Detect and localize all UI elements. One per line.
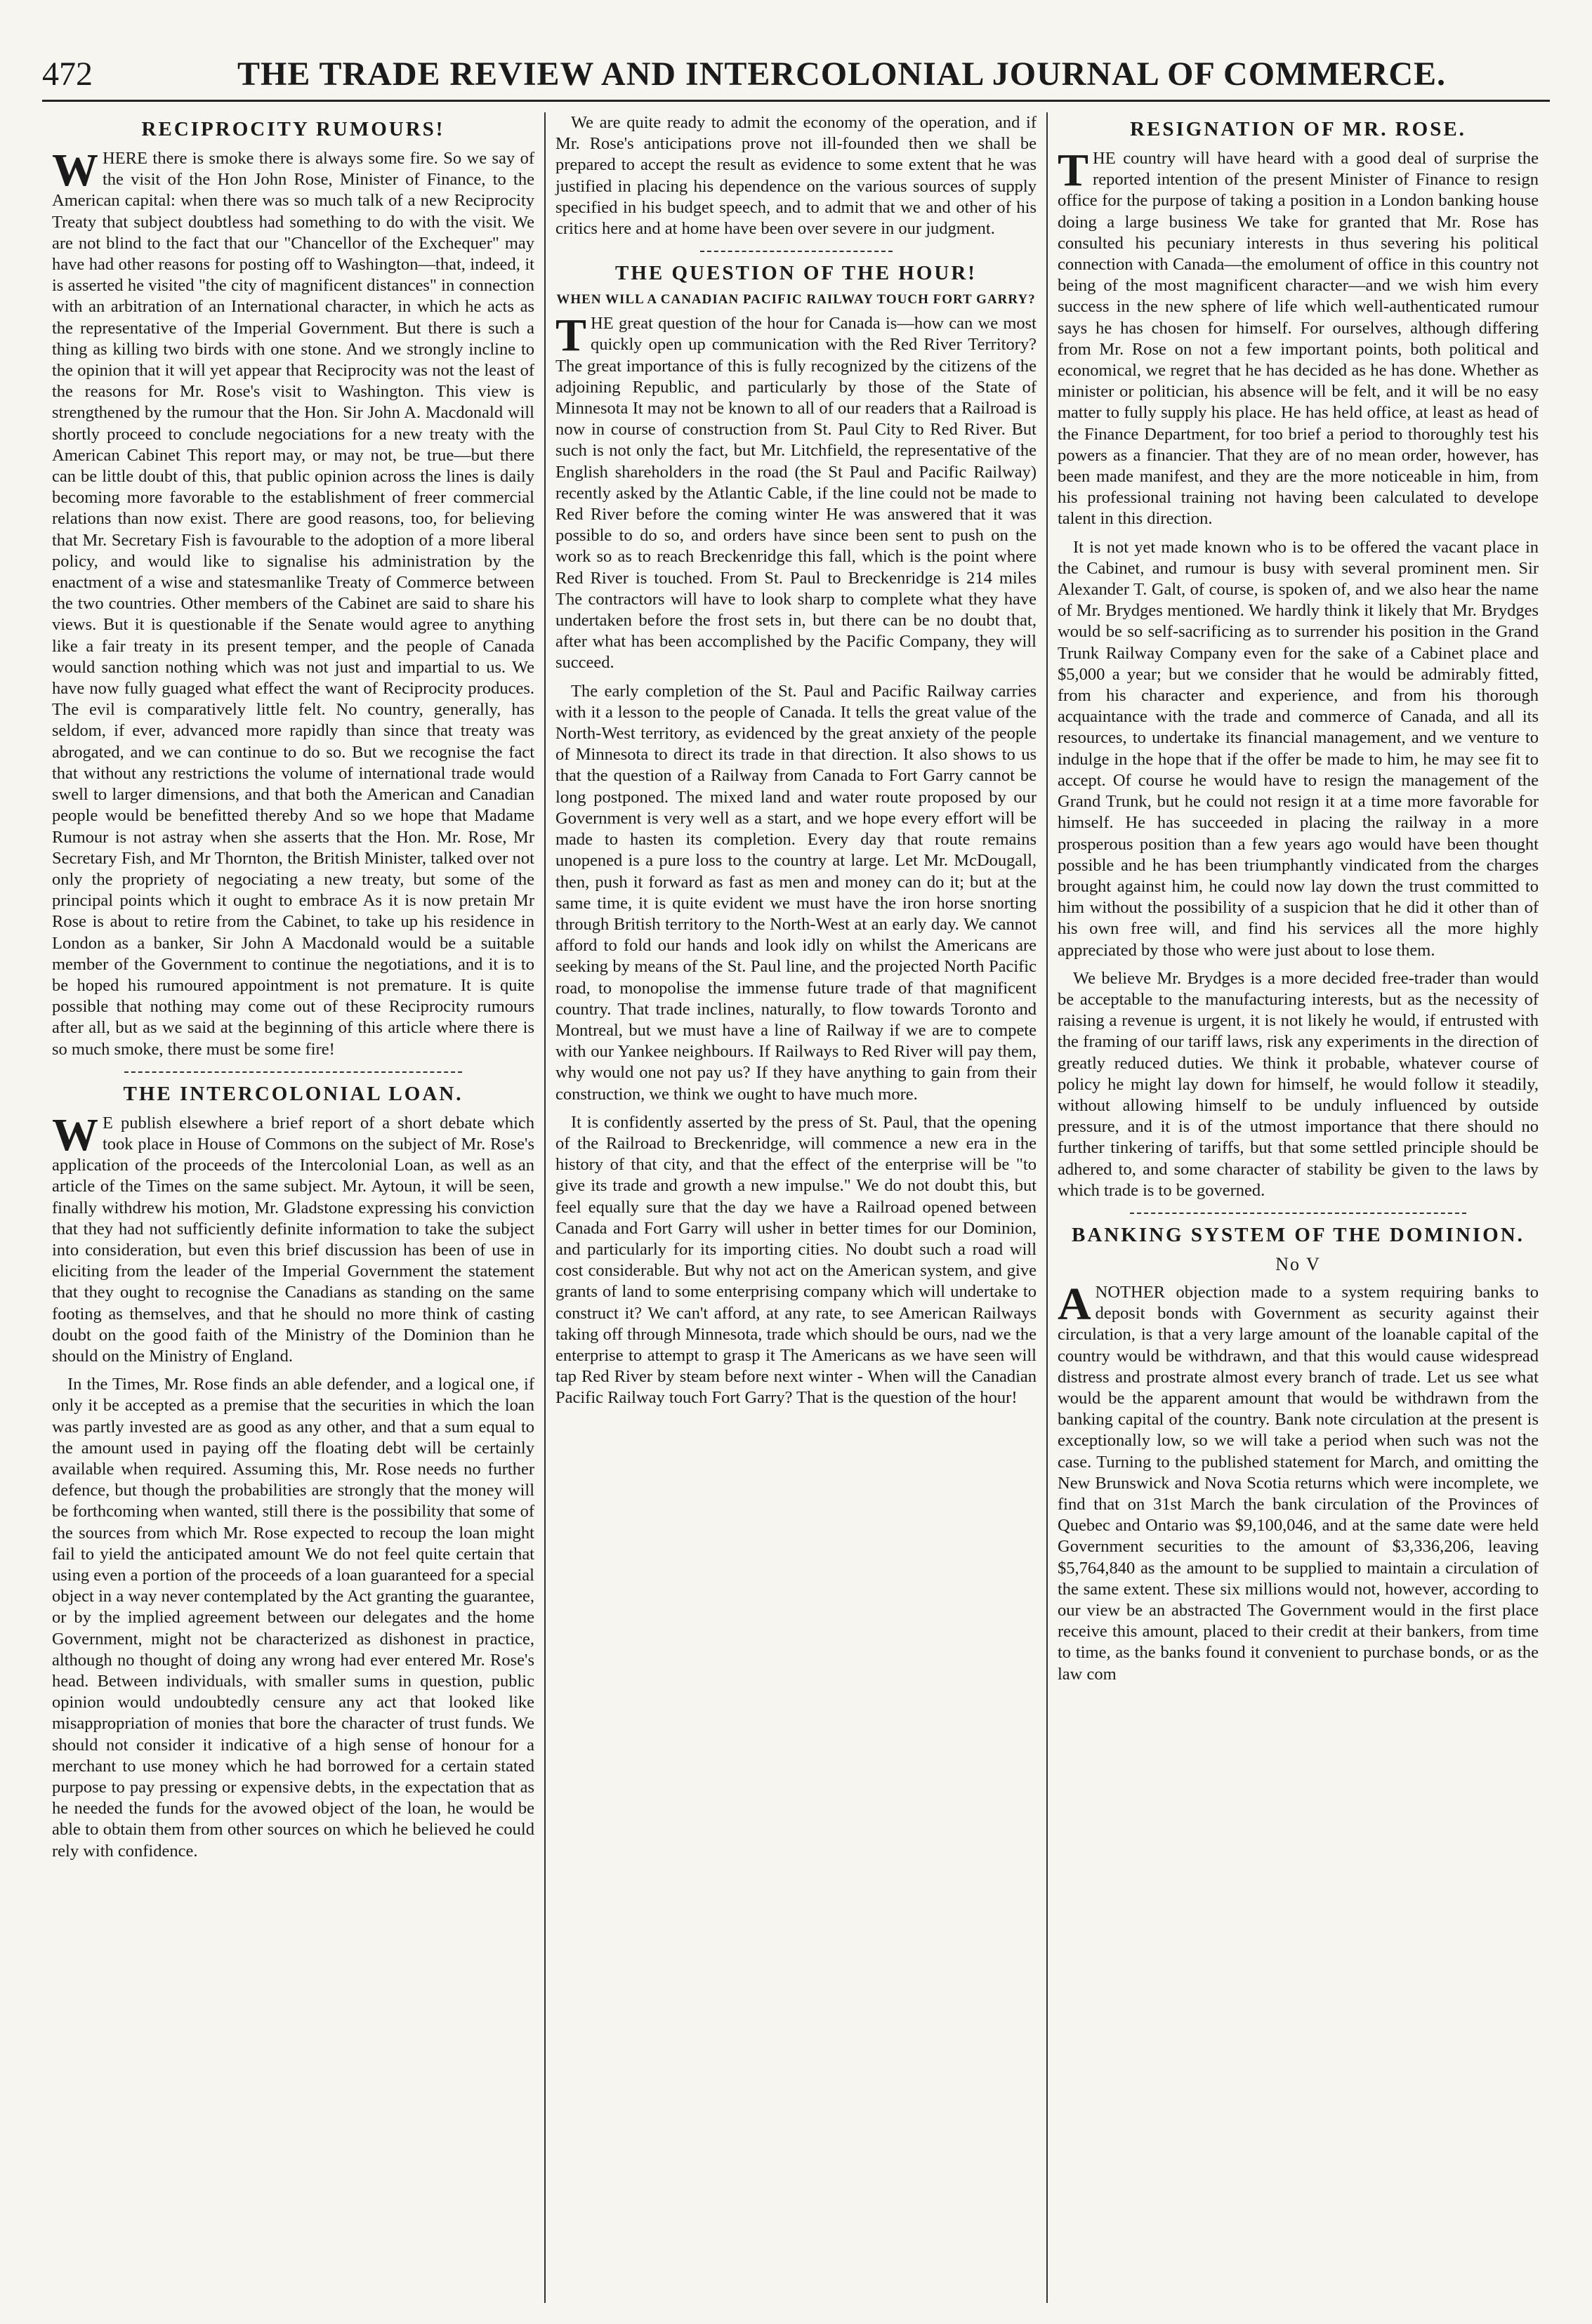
article-resignation — [1058, 118, 1539, 1201]
column-1 — [42, 112, 544, 2303]
article-paragraph: We are quite ready to admit the economy of the operation, and if Mr. Rose's anticipations prove not ill-founded then we shall be prepared to accept the result as evidence to some extent that he was justified in placing his dependence on the various sources of supply specified in his budget speech, and to admit that we and other of his critics here and at home have been over severe in our judgment. — [555, 113, 1037, 239]
article-intercolonial-loan — [52, 1083, 534, 1862]
article-heading: RECIPROCITY RUMOURS! — [141, 118, 445, 140]
article-heading: THE QUESTION OF THE HOUR! — [615, 262, 977, 285]
article-banking — [1058, 1224, 1539, 1685]
article-paragraph: WHERE there is smoke there is always some fire. So we say of the visit of the Hon John Rose, Minister of Finance, to the American capital: when there was so much talk of a new Reciprocity Treaty that subject doubtless had something to do with the visit. We are not blind to the fact that our "Chancellor of the Exchequer" may have had other reasons for posting off to Washington—that, indeed, it is asserted he visited "the city of magnificent distances" in connection with an arbitration of an International character, in which he acts as the representative of the Imperial Government. But there is such a thing as killing two birds with one stone. And we strongly incline to the opinion that it will yet appear that Reciprocity was not the least of the reasons for Mr. Rose's visit to Washington. This view is strengthened by the rumour that the Hon. Sir John A. Macdonald will shortly proceed to conclude negociations for a new treaty with the American Cabinet This report may, or may not, be true—but there can be little doubt of this, that public opinion across the lines is daily becoming more favorable to the establishment of freer commercial relations than now exist. There are good reasons, too, for believing that Mr. Secretary Fish is favourable to the adoption of a more liberal policy, and would like to signalise his administration by the enactment of a wise and statesmanlike Treaty of Commerce between the two countries. Other members of the Cabinet are said to share his views. But it is questionable if the Senate would agree to anything like a fair treaty in its present temper, and the people of Canada would sanction nothing which was not just and impartial to us. We have now fully guaged what effect the want of Reciprocity produces. The evil is comparatively little felt. No country, generally, has seldom, if ever, advanced more rapidly than since that treaty was abrogated, and we can continue to do so. But we recognise the fact that without any restrictions the volume of international trade would swell to larger dimensions, and that both the American and Canadian people would be benefitted thereby And so we hope that Madame Rumour is not astray when she asserts that the Hon. Mr. Rose, Mr Secretary Fish, and Mr Thornton, the British Minister, talked over not only the propriety of negociating a new treaty, but some of the principal points which it ought to embrace As it is now pretain Mr Rose is about to retire from the Cabinet, to take up his residence in London as a banker, Sir John A Macdonald would be a suitable member of the Government to continue the negotiations, and it is to be hoped his rumoured appointment is not premature. It is quite possible that nothing may come out of these Reciprocity rumours after all, but as we said at the beginning of this article where there is so much smoke, there must be some fire! — [52, 145, 534, 1059]
article-paragraph: THE great question of the hour for Canada is—how can we most quickly open up communication with the Red River Territory? The great importance of this is fully recognized by the citizens of the adjoining Republic, and particularly by those of the State of Minnesota It may not be known to all of our readers that a Railroad is now in course of construction from St. Paul City to Red River. But such is not only the fact, but Mr. Litchfield, the representative of the English shareholders in the road (the St Paul and Pacific Railway) recently asked by the Atlantic Cable, if the line could not be made to Red River before the coming winter He was answered that it was possible to do so, and orders have since been sent to push on the work so as to reach Breckenridge this fall, which is the point where Red River is touched. From St. Paul to Breckenridge is 214 miles The contractors will have to look sharp to complete what they have undertaken before the frost sets in, but there can be no doubt that, after what has been accomplished by the Pacific Company, they will succeed. — [555, 310, 1037, 673]
article-intercolonial-loan-continued — [555, 112, 1037, 239]
divider — [700, 251, 893, 252]
article-question-of-hour — [555, 262, 1037, 1408]
divider — [124, 1071, 462, 1073]
divider — [1130, 1213, 1467, 1214]
journal-title: THE TRADE REVIEW AND INTERCOLONIAL JOURNAL OF COMMERCE. — [237, 55, 1446, 93]
column-3 — [1046, 112, 1548, 2303]
article-paragraph: In the Times, Mr. Rose finds an able defender, and a logical one, if only it be accepted as a premise that the securities in which the loan was partly invested are as good as any other, and that a sum equal to the amount used in paying off the floating debt will be certainly available when required. Assuming this, Mr. Rose needs no further defence, but though the probabilities are strongly that the money will be forthcoming when wanted, still there is the possibility that some of the sources from which Mr. Rose expected to recoup the loan might fail to yield the anticipated amount We do not feel quite certain that using even a portion of the proceeds of a loan guaranteed for a special object in a way never contemplated by the Act granting the guarantee, or by the implied agreement between our delegates and the home Government, might not be characterized as dishonest in practice, although no thought of doing any wrong had ever entered Mr. Rose's head. Between individuals, with smaller sums in question, public opinion would undoubtedly censure any act that looked like misappropriation of monies that bore the character of trust funds. We should not consider it indicative of a high sense of honour for a merchant to use money which he had borrowed for a certain stated purpose to pay pressing or expensive debts, in the expectation that as he needed the funds for the avowed object of the loan, he would be able to obtain them from other sources on which he believed he could rely with confidence. — [52, 1375, 534, 1861]
columns — [42, 112, 1550, 2303]
article-heading: RESIGNATION OF MR. ROSE. — [1130, 118, 1466, 140]
page-number: 472 — [42, 55, 93, 93]
article-number: No V — [1275, 1253, 1321, 1274]
article-reciprocity — [52, 118, 534, 1060]
article-paragraph: ANOTHER objection made to a system requiring banks to deposit bonds with Government as security against their circulation, is that a very large amount of the loanable capital of the country would be withdrawn, and that this would cause widespread distress and prostrate almost every branch of trade. Let us see what would be the apparent amount that would be withdrawn from the banking capital of the country. Bank note circulation at the present is exceptionally low, so we will take a period when such was not the case. Turning to the published statement for March, and omitting the New Brunswick and Nova Scotia returns which were incomplete, we find that on 31st March the bank circulation of the Provinces of Quebec and Ontario was $9,100,046, and at the same date were held Government securities to the amount of $3,336,206, leaving $5,764,840 as the amount to be supplied to maintain a circulation of the same extent. These six millions would not, however, according to our view be an abstracted The Government would in the first place receive this amount, placed to their credit at their bankers, from time to time, as the banks found it convenient to purchase bonds, or as the law com — [1058, 1278, 1539, 1684]
article-paragraph: WE publish elsewhere a brief report of a short debate which took place in House of Commons on the subject of Mr. Rose's application of the proceeds of the Intercolonial Loan, as well as an article of the Times on the same subject. Mr. Aytoun, it will be seen, finally withdrew his motion, Mr. Gladstone expressing his conviction that they had not sufficiently definite information to take the subject into consideration, but even this brief discussion has been of use in eliciting from the leader of the Imperial Government the statement that they ought to recognise the Canadians as standing on the same footing as themselves, and that he should no more think of casting doubt on the good faith of the Ministry of the Dominion than he should on the Ministry of England. — [52, 1109, 534, 1366]
masthead — [42, 55, 1550, 102]
article-paragraph: THE country will have heard with a good deal of surprise the reported intention of the present Minister of Finance to resign office for the purpose of taking a position in a London banking house doing a large business We take for granted that Mr. Rose has consulted his pecuniary interests in thus severing his political connection with Canada—the emolument of office in this country not being of the most magnificent character—and we wish him every success in the new sphere of life which well-authenticated rumour says he has chosen for himself. For ourselves, although differing from Mr. Rose on not a few important points, both political and economical, we regret that he has decided as he has done. Whether as minister or politician, his absence will be felt, and it will be no easy matter to fully supply his place. He has held office, at least as head of the Finance Department, for too brief a period to thoroughly test his powers as a financier. That they are of no mean order, however, has been made manifest, and they are the more noticeable in him, from his professional training not having been calculated to develope talent in this direction. — [1058, 145, 1539, 529]
article-heading: BANKING SYSTEM OF THE DOMINION. — [1072, 1223, 1525, 1246]
column-2 — [544, 112, 1046, 2303]
article-paragraph: It is not yet made known who is to be offered the vacant place in the Cabinet, and rumour is busy with several prominent men. Sir Alexander T. Galt, of course, is spoken of, and we also hear the name of Mr. Brydges mentioned. We hardly think it likely that Mr. Brydges would be so self-sacrificing as to surrender his position in the Grand Trunk Railway Company even for the sake of a Cabinet place and $5,000 a year; but we consider that he would be admirably fitted, from his character and experience, and from his thorough acquaintance with the trade and commerce of Canada, and all its resources, to undertake its financial management, and we venture to indulge in the hope that if the offer be made to him, he may see fit to accept. Of course he would have to resign the management of the Grand Trunk, but he could not resign it at a time more favorable for himself. He has succeeded in placing the railway in a more prosperous position than a few years ago would have been thought possible and he has been triumphantly vindicated from the charges brought against him, he could now lay down the trust committed to him without the possibility of a suspicion that he did it other than of his own free will, and find his services all the more highly appreciated by those who were just about to lose them. — [1058, 537, 1539, 960]
article-paragraph: The early completion of the St. Paul and Pacific Railway carries with it a lesson to the people of Canada. It tells the great value of the North-West territory, as evidenced by the great anxiety of the people of Minnesota to direct its trade in that direction. It also shows to us that the question of a Railway from Canada to Fort Garry cannot be long postponed. The mixed land and water route proposed by our Government is very well as a start, and we hope every effort will be made to hasten its completion. Every day that route remains unopened is a pure loss to the country at large. Let Mr. McDougall, then, push it forward as fast as men and money can do it; but at the same time, it is quite evident we must have the iron horse snorting through British territory to the North-West at an early day. We cannot afford to fold our hands and look idly on whilst the Americans are seeking by means of the St. Paul line, and the projected North Pacific road, to monopolise the immense future trade of that magnificent country. That trade inclines, naturally, to flow towards Toronto and Montreal, but we must have a line of Railway if we are to compete with our Yankee neighbours. If Railways to Red River will pay them, why would one not pay us? If they have anything to gain from their construction, we think we ought to have much more. — [555, 681, 1037, 1104]
article-heading: THE INTERCOLONIAL LOAN. — [123, 1082, 463, 1105]
article-paragraph: We believe Mr. Brydges is a more decided free-trader than would be acceptable to the manufacturing interests, but as the necessity of raising a revenue is urgent, it is not likely he would, if entrusted with the framing of our tariff laws, risk any experiments in the direction of greatly reduced duties. We think it probable, whatever course of policy he might lay down for himself, he would follow it steadily, without allowing himself to be unduly influenced by outside pressure, and it is of the utmost importance that there should no further tinkering of tariffs, but that some settled principle should be adhered to, and some character of stability be given to the laws by which trade is to be governed. — [1058, 968, 1539, 1200]
article-paragraph: It is confidently asserted by the press of St. Paul, that the opening of the Railroad to Breckenridge, will commence a new era in the history of that city, and that the effect of the enterprise will be "to give its trade and growth a new impulse." We do not doubt this, but feel equally sure that the day we have a Railroad opened between Canada and Fort Garry will usher in better times for our Dominion, and particularly for its importing cities. No doubt such a road will cost considerable. But why not act on the American system, and give grants of land to some enterprising company which will undertake to construct it? We can't afford, at any rate, to see American Railways taking off through Minnesota, trade which should be ours, nad we the enterprise to attempt to grasp it The Americans as we have seen will tap Red River by steam before next winter - When will the Canadian Pacific Railway touch Fort Garry? That is the question of the hour! — [555, 1112, 1037, 1408]
article-subheading: WHEN WILL A CANADIAN PACIFIC RAILWAY TOUCH FORT GARRY? — [556, 292, 1036, 308]
